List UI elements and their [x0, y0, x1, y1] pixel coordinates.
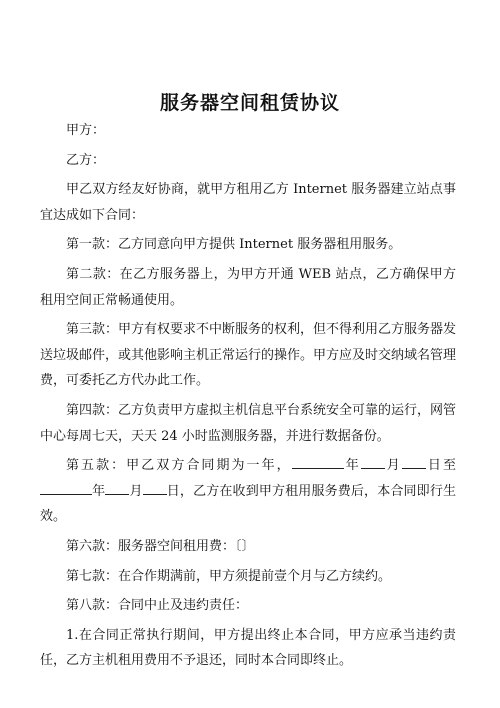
clause-5	[40, 453, 456, 534]
blank-day-end	[143, 480, 167, 495]
clause-5-year-label-2: 年	[92, 483, 106, 499]
party-a-line: 甲方：	[66, 123, 106, 138]
clause-5-tail: 日，乙方在收到甲方租用服务费后，本合同即行生效。	[40, 483, 456, 525]
document-title: 服务器空间租赁协议	[159, 92, 340, 114]
clause-8-item-1: 1.在合同正常执行期间，甲方提出终止本合同，甲方应承当违约责任，乙方主机租用费用不予退还，同时本合同即终止。	[40, 627, 456, 669]
clause-8: 第八款：合同中止及违约责任：	[66, 598, 249, 614]
clause-5-year-label-1: 年	[343, 458, 361, 474]
blank-month-start	[361, 454, 385, 469]
party-b-line: 乙方：	[66, 152, 106, 168]
clause-3: 第三款：甲方有权要求不中断服务的权利，但不得利用乙方服务器发送垃圾邮件，或其他影响主机正常运行的操作。甲方应及时交纳域名管理费，可委托乙方代办此工作。	[40, 322, 457, 389]
blank-month-end	[105, 480, 129, 495]
blank-year-end	[40, 480, 92, 495]
clause-7: 第七款：在合作期满前，甲方须提前壹个月与乙方续约。	[66, 568, 392, 584]
clause-5-intro: 第五款：甲乙双方合同期为一年，	[66, 458, 292, 474]
clause-5-day-label-1: 日至	[425, 458, 456, 474]
clause-6: 第六款：服务器空间租用费：〔〕	[66, 538, 255, 554]
document-body	[40, 118, 456, 678]
clause-1: 第一款：乙方同意向甲方提供 Internet 服务器租用服务。	[66, 237, 402, 253]
blank-day-start	[402, 454, 426, 469]
intro-paragraph: 甲乙双方经友好协商，就甲方租用乙方 Internet 服务器建立站点事宜达成如下合同：	[40, 182, 456, 223]
clause-5-month-label-1: 月	[384, 458, 402, 474]
clause-5-month-label-2: 月	[129, 483, 143, 499]
clause-4: 第四款：乙方负责甲方虚拟主机信息平台系统安全可靠的运行，网管中心每周七天，天天 24 小时监测服务器，并进行数据备份。	[40, 402, 457, 444]
clause-2: 第二款：在乙方服务器上，为甲方开通 WEB 站点，乙方确保甲方租用空间正常畅通使用。	[40, 266, 456, 308]
blank-year-start	[292, 454, 344, 469]
